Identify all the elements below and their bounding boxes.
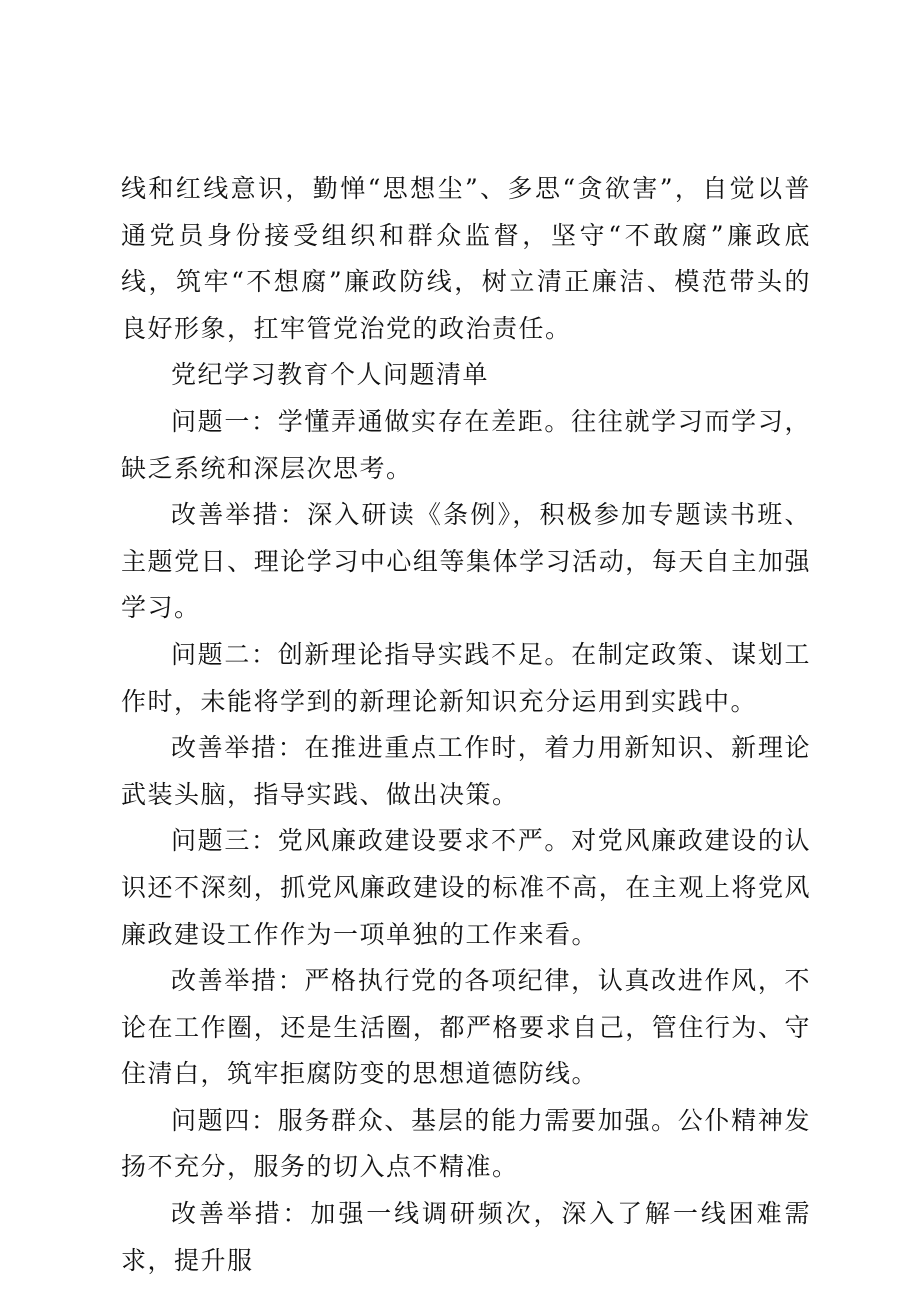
problem-3: 问题三：党风廉政建设要求不严。对党风廉政建设的认识还不深刻，抓党风廉政建设的标准不高，在主观上将党风廉政建设工作作为一项单独的工作来看。	[121, 826, 811, 949]
problem-4: 问题四：服务群众、基层的能力需要加强。公仆精神发扬不充分，服务的切入点不精准。	[121, 1105, 811, 1182]
measure-2: 改善举措：在推进重点工作时，着力用新知识、新理论武装头脑，指导实践、做出决策。	[121, 733, 811, 809]
problem-2: 问题二：创新理论指导实践不足。在制定政策、谋划工作时，未能将学到的新理论新知识充分运用到实践中。	[121, 639, 811, 716]
measure-3: 改善举措：严格执行党的各项纪律，认真改进作风，不论在工作圈，还是生活圈，都严格要求自己，管住行为、守住清白，筑牢拒腐防变的思想道德防线。	[121, 966, 811, 1089]
measure-4: 改善举措：加强一线调研频次，深入了解一线困难需求，提升服	[121, 1199, 811, 1275]
paragraph-continuation: 线和红线意识，勤惮“思想尘”、多思“贪欲害”，自觉以普通党员身份接受组织和群众监督，坚守“不敢腐”廉政底线，筑牢“不想腐”廉政防线，树立清正廉洁、模范带头的良好形象，扛牢管党治党的政治责任。	[121, 174, 811, 343]
document-body	[121, 166, 811, 1284]
problem-1: 问题一：学懂弄通做实存在差距。往往就学习而学习，缺乏系统和深层次思考。	[121, 406, 811, 483]
measure-1: 改善举措：深入研读《条例》，积极参加专题读书班、主题党日、理论学习中心组等集体学习活动，每天自主加强学习。	[121, 500, 811, 623]
section-heading: 党纪学习教育个人问题清单	[171, 360, 490, 390]
